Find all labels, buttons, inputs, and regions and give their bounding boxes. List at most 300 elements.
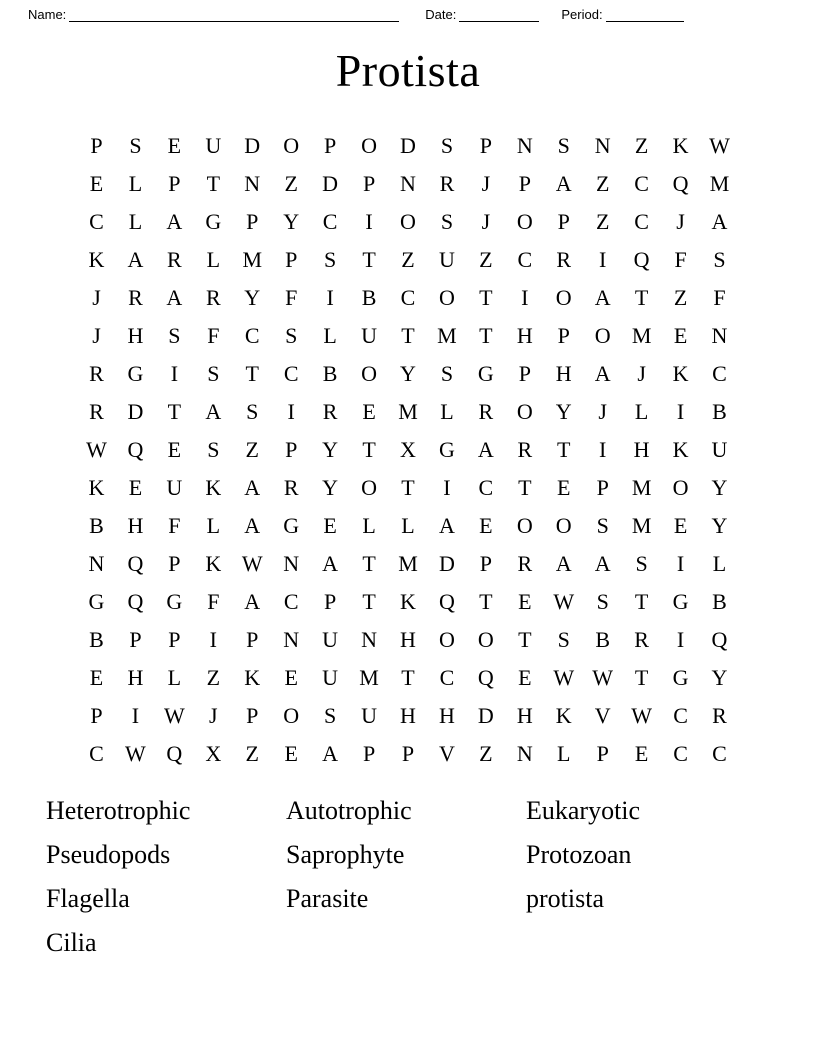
grid-cell[interactable]: D [127,399,144,424]
grid-cell[interactable]: Y [244,285,261,310]
grid-cell[interactable]: C [322,209,338,234]
grid-cell[interactable]: B [89,513,104,538]
grid-cell[interactable]: C [283,361,299,386]
grid-cell[interactable]: A [438,513,455,538]
grid-cell[interactable]: A [244,475,261,500]
grid-cell[interactable]: R [478,399,494,424]
grid-cell[interactable]: J [209,703,218,728]
grid-cell[interactable]: C [283,589,299,614]
grid-cell[interactable]: A [205,399,222,424]
grid-cell[interactable]: K [672,437,689,462]
grid-cell[interactable]: P [285,247,298,272]
grid-cell[interactable]: C [244,323,260,348]
grid-cell[interactable]: I [599,247,607,272]
grid-cell[interactable]: J [598,399,607,424]
grid-cell[interactable]: B [361,285,377,310]
grid-cell[interactable]: I [676,627,685,652]
grid-cell[interactable]: F [674,247,687,272]
grid-cell[interactable]: Q [166,741,183,766]
grid-cell[interactable]: C [400,285,416,310]
grid-cell[interactable]: O [555,285,572,310]
grid-cell[interactable]: Y [555,399,572,424]
grid-cell[interactable]: U [361,323,377,348]
grid-cell[interactable]: V [594,703,611,728]
word-list-item[interactable]: Parasite [286,884,369,913]
grid-cell[interactable]: K [555,703,572,728]
grid-cell[interactable]: I [365,209,373,234]
grid-cell[interactable]: O [555,513,572,538]
grid-cell[interactable]: P [129,627,142,652]
grid-cell[interactable]: Y [711,665,728,690]
grid-cell[interactable]: A [711,209,728,234]
word-list-item[interactable]: Cilia [46,928,97,957]
grid-cell[interactable]: A [594,285,611,310]
grid-cell[interactable]: P [168,627,181,652]
word-list-item[interactable]: Protozoan [526,840,632,869]
grid-cell[interactable]: E [518,589,532,614]
grid-cell[interactable]: Y [711,513,728,538]
grid-cell[interactable]: O [477,627,494,652]
grid-cell[interactable]: U [711,437,728,462]
grid-cell[interactable]: P [518,171,531,196]
grid-cell[interactable]: E [673,513,688,538]
grid-cell[interactable]: E [167,437,182,462]
grid-cell[interactable]: N [244,171,261,196]
grid-cell[interactable]: J [481,209,491,234]
grid-cell[interactable]: S [713,247,726,272]
grid-cell[interactable]: I [326,285,334,310]
grid-cell[interactable]: N [400,171,416,196]
grid-cell[interactable]: F [207,323,220,348]
grid-cell[interactable]: O [672,475,689,500]
grid-cell[interactable]: K [400,589,416,614]
grid-cell[interactable]: Z [245,437,259,462]
grid-cell[interactable]: M [398,399,418,424]
grid-cell[interactable]: H [127,665,144,690]
grid-cell[interactable]: G [672,665,689,690]
grid-cell[interactable]: A [166,285,183,310]
grid-cell[interactable]: Z [284,171,298,196]
grid-cell[interactable]: P [246,703,259,728]
grid-cell[interactable]: P [246,627,259,652]
grid-cell[interactable]: L [401,513,415,538]
grid-cell[interactable]: T [362,247,376,272]
grid-cell[interactable]: R [322,399,338,424]
grid-cell[interactable]: Q [127,589,144,614]
grid-cell[interactable]: T [167,399,182,424]
grid-cell[interactable]: A [322,551,339,576]
grid-cell[interactable]: Y [400,361,416,386]
grid-cell[interactable]: S [557,627,570,652]
grid-cell[interactable]: E [518,665,532,690]
grid-cell[interactable]: I [521,285,529,310]
grid-cell[interactable]: P [90,133,103,158]
grid-cell[interactable]: K [205,475,222,500]
grid-cell[interactable]: A [166,209,183,234]
grid-cell[interactable]: Q [127,551,144,576]
date-input-line[interactable] [459,9,539,22]
grid-cell[interactable]: L [167,665,182,690]
grid-cell[interactable]: Q [127,437,144,462]
grid-cell[interactable]: R [167,247,182,272]
grid-cell[interactable]: G [127,361,144,386]
grid-cell[interactable]: C [89,741,104,766]
grid-cell[interactable]: S [596,513,609,538]
grid-cell[interactable]: P [324,133,337,158]
grid-cell[interactable]: S [207,361,220,386]
grid-cell[interactable]: C [712,741,727,766]
grid-cell[interactable]: W [592,665,614,690]
grid-cell[interactable]: S [635,551,648,576]
grid-cell[interactable]: Z [401,247,415,272]
grid-cell[interactable]: S [440,361,454,386]
grid-cell[interactable]: R [517,551,533,576]
grid-cell[interactable]: Z [595,171,610,196]
word-list-item[interactable]: Autotrophic [286,796,412,825]
grid-cell[interactable]: W [709,133,730,158]
period-input-line[interactable] [606,9,684,22]
grid-cell[interactable]: C [89,209,104,234]
grid-cell[interactable]: N [88,551,105,576]
grid-cell[interactable]: P [518,361,531,386]
grid-cell[interactable]: J [481,171,491,196]
grid-cell[interactable]: D [322,171,339,196]
grid-cell[interactable]: S [168,323,181,348]
grid-cell[interactable]: X [400,437,416,462]
grid-cell[interactable]: R [283,475,299,500]
grid-cell[interactable]: R [128,285,143,310]
grid-cell[interactable]: R [634,627,649,652]
word-list-item[interactable]: protista [526,884,604,913]
grid-cell[interactable]: A [555,551,572,576]
grid-cell[interactable]: S [557,133,570,158]
grid-cell[interactable]: K [672,133,689,158]
grid-cell[interactable]: S [440,133,454,158]
grid-cell[interactable]: K [88,475,105,500]
grid-cell[interactable]: K [205,551,222,576]
word-list-item[interactable]: Heterotrophic [46,796,191,825]
grid-cell[interactable]: W [241,551,263,576]
grid-cell[interactable]: H [555,361,572,386]
grid-cell[interactable]: U [205,133,222,158]
grid-cell[interactable]: O [516,513,533,538]
grid-cell[interactable]: T [634,665,649,690]
grid-cell[interactable]: B [712,589,727,614]
grid-cell[interactable]: A [127,247,144,272]
grid-cell[interactable]: N [283,551,300,576]
grid-cell[interactable]: T [479,285,493,310]
grid-cell[interactable]: R [556,247,572,272]
grid-cell[interactable]: Y [283,209,300,234]
grid-cell[interactable]: S [440,209,454,234]
grid-cell[interactable]: M [359,665,379,690]
grid-cell[interactable]: M [709,171,730,196]
grid-cell[interactable]: R [517,437,533,462]
name-input-line[interactable] [69,9,399,22]
grid-cell[interactable]: E [284,741,298,766]
grid-cell[interactable]: P [90,703,103,728]
grid-cell[interactable]: Z [479,247,493,272]
grid-cell[interactable]: O [361,133,377,158]
grid-cell[interactable]: A [555,171,572,196]
grid-cell[interactable]: L [634,399,649,424]
grid-cell[interactable]: O [516,209,533,234]
grid-cell[interactable]: J [92,323,101,348]
grid-cell[interactable]: G [438,437,455,462]
grid-cell[interactable]: C [673,741,688,766]
grid-cell[interactable]: L [206,247,221,272]
grid-cell[interactable]: T [518,475,532,500]
grid-cell[interactable]: L [557,741,571,766]
grid-cell[interactable]: U [361,703,377,728]
grid-cell[interactable]: T [518,627,532,652]
grid-cell[interactable]: N [361,627,377,652]
grid-cell[interactable]: Z [206,665,221,690]
grid-cell[interactable]: P [479,133,492,158]
word-list-item[interactable]: Saprophyte [286,840,405,869]
grid-cell[interactable]: T [206,171,221,196]
grid-cell[interactable]: C [712,361,727,386]
grid-cell[interactable]: O [361,475,377,500]
grid-cell[interactable]: B [322,361,338,386]
grid-cell[interactable]: L [323,323,337,348]
grid-cell[interactable]: E [323,513,337,538]
grid-cell[interactable]: F [168,513,181,538]
grid-cell[interactable]: Q [633,247,650,272]
grid-cell[interactable]: F [207,589,220,614]
grid-cell[interactable]: S [129,133,142,158]
grid-cell[interactable]: R [89,361,104,386]
grid-cell[interactable]: Z [245,741,259,766]
grid-cell[interactable]: F [713,285,726,310]
grid-cell[interactable]: H [127,323,144,348]
grid-cell[interactable]: M [398,551,418,576]
grid-cell[interactable]: T [401,323,415,348]
grid-cell[interactable]: L [128,209,143,234]
grid-cell[interactable]: P [246,209,259,234]
grid-cell[interactable]: C [439,665,455,690]
grid-cell[interactable]: R [439,171,455,196]
grid-cell[interactable]: I [443,475,451,500]
grid-cell[interactable]: P [479,551,492,576]
grid-cell[interactable]: U [166,475,183,500]
grid-cell[interactable]: C [517,247,533,272]
grid-cell[interactable]: P [557,323,570,348]
grid-cell[interactable]: X [205,741,222,766]
grid-cell[interactable]: H [127,513,144,538]
grid-cell[interactable]: U [322,627,339,652]
grid-cell[interactable]: F [285,285,298,310]
grid-cell[interactable]: N [594,133,611,158]
grid-cell[interactable]: I [676,551,685,576]
grid-cell[interactable]: D [400,133,416,158]
grid-cell[interactable]: H [400,627,416,652]
grid-cell[interactable]: E [89,171,104,196]
grid-cell[interactable]: P [168,171,181,196]
grid-cell[interactable]: T [634,285,649,310]
grid-cell[interactable]: Q [711,627,728,652]
grid-cell[interactable]: P [596,475,609,500]
grid-cell[interactable]: L [128,171,143,196]
grid-cell[interactable]: B [595,627,611,652]
grid-cell[interactable]: I [170,361,179,386]
grid-cell[interactable]: U [322,665,339,690]
grid-cell[interactable]: S [324,247,337,272]
grid-cell[interactable]: T [401,665,415,690]
grid-cell[interactable]: P [362,741,376,766]
grid-cell[interactable]: H [633,437,650,462]
grid-cell[interactable]: C [634,209,649,234]
grid-cell[interactable]: P [324,589,337,614]
grid-cell[interactable]: Y [711,475,728,500]
grid-cell[interactable]: J [92,285,101,310]
grid-cell[interactable]: O [283,703,300,728]
grid-cell[interactable]: T [401,475,415,500]
grid-cell[interactable]: S [285,323,298,348]
grid-cell[interactable]: W [553,589,575,614]
grid-cell[interactable]: W [553,665,575,690]
grid-cell[interactable]: K [88,247,105,272]
grid-cell[interactable]: Y [322,475,339,500]
grid-cell[interactable]: Q [477,665,494,690]
grid-cell[interactable]: E [89,665,104,690]
grid-cell[interactable]: R [712,703,727,728]
grid-cell[interactable]: S [324,703,337,728]
grid-cell[interactable]: N [516,133,533,158]
grid-cell[interactable]: L [712,551,727,576]
grid-cell[interactable]: O [438,285,455,310]
grid-cell[interactable]: L [440,399,454,424]
grid-cell[interactable]: P [596,741,609,766]
grid-cell[interactable]: J [637,361,646,386]
grid-cell[interactable]: W [125,741,146,766]
grid-cell[interactable]: K [244,665,261,690]
grid-cell[interactable]: I [131,703,140,728]
grid-cell[interactable]: H [516,703,533,728]
grid-cell[interactable]: P [285,437,298,462]
grid-cell[interactable]: S [207,437,220,462]
grid-cell[interactable]: B [712,399,727,424]
grid-cell[interactable]: G [672,589,689,614]
grid-cell[interactable]: R [89,399,104,424]
grid-cell[interactable]: O [361,361,377,386]
grid-cell[interactable]: C [478,475,494,500]
grid-cell[interactable]: B [89,627,104,652]
grid-cell[interactable]: P [168,551,181,576]
grid-cell[interactable]: G [477,361,494,386]
grid-cell[interactable]: Z [479,741,493,766]
grid-cell[interactable]: Q [672,171,689,196]
grid-cell[interactable]: L [206,513,221,538]
grid-cell[interactable]: W [163,703,185,728]
grid-cell[interactable]: D [438,551,455,576]
grid-cell[interactable]: A [244,513,261,538]
grid-cell[interactable]: O [438,627,455,652]
grid-cell[interactable]: E [362,399,376,424]
grid-cell[interactable]: V [438,741,455,766]
grid-cell[interactable]: M [631,513,652,538]
grid-cell[interactable]: G [166,589,183,614]
grid-cell[interactable]: D [477,703,494,728]
grid-cell[interactable]: T [245,361,259,386]
grid-cell[interactable]: L [362,513,376,538]
word-list-item[interactable]: Eukaryotic [526,796,641,825]
grid-cell[interactable]: H [438,703,455,728]
grid-cell[interactable]: R [205,285,221,310]
grid-cell[interactable]: E [284,665,298,690]
grid-cell[interactable]: O [283,133,300,158]
grid-cell[interactable]: G [283,513,300,538]
grid-cell[interactable]: H [516,323,533,348]
grid-cell[interactable]: Z [634,133,649,158]
grid-cell[interactable]: T [479,589,493,614]
grid-cell[interactable]: S [596,589,609,614]
grid-cell[interactable]: A [322,741,339,766]
grid-cell[interactable]: P [362,171,376,196]
grid-cell[interactable]: C [673,703,688,728]
grid-cell[interactable]: M [631,323,652,348]
grid-cell[interactable]: Q [438,589,455,614]
grid-cell[interactable]: O [400,209,416,234]
grid-cell[interactable]: G [88,589,105,614]
grid-cell[interactable]: P [557,209,570,234]
grid-cell[interactable]: M [631,475,652,500]
grid-cell[interactable]: E [167,133,182,158]
grid-cell[interactable]: O [516,399,533,424]
grid-cell[interactable]: T [362,551,376,576]
grid-cell[interactable]: S [246,399,259,424]
grid-cell[interactable]: T [479,323,493,348]
grid-cell[interactable]: A [477,437,494,462]
grid-cell[interactable]: D [244,133,261,158]
grid-cell[interactable]: N [283,627,300,652]
grid-cell[interactable]: J [676,209,685,234]
grid-cell[interactable]: C [634,171,649,196]
grid-cell[interactable]: Z [595,209,610,234]
grid-cell[interactable]: G [205,209,222,234]
grid-cell[interactable]: U [438,247,455,272]
grid-cell[interactable]: I [599,437,607,462]
grid-cell[interactable]: P [401,741,415,766]
grid-cell[interactable]: T [557,437,571,462]
grid-cell[interactable]: K [672,361,689,386]
grid-cell[interactable]: H [400,703,416,728]
grid-cell[interactable]: E [479,513,493,538]
grid-cell[interactable]: O [594,323,611,348]
grid-cell[interactable]: E [673,323,688,348]
grid-cell[interactable]: Z [673,285,688,310]
grid-cell[interactable]: I [209,627,217,652]
grid-cell[interactable]: A [594,551,611,576]
grid-cell[interactable]: I [287,399,295,424]
grid-cell[interactable]: A [594,361,611,386]
grid-cell[interactable]: M [437,323,457,348]
word-list-item[interactable]: Pseudopods [46,840,171,869]
grid-cell[interactable]: W [86,437,107,462]
grid-cell[interactable]: N [711,323,728,348]
grid-cell[interactable]: T [362,589,376,614]
grid-cell[interactable]: E [634,741,649,766]
word-list-item[interactable]: Flagella [46,884,130,913]
grid-cell[interactable]: E [557,475,571,500]
grid-cell[interactable]: W [631,703,652,728]
grid-cell[interactable]: N [516,741,533,766]
grid-cell[interactable]: Y [322,437,339,462]
grid-cell[interactable]: T [362,437,376,462]
grid-cell[interactable]: M [242,247,263,272]
grid-cell[interactable]: E [128,475,143,500]
grid-cell[interactable]: T [634,589,649,614]
